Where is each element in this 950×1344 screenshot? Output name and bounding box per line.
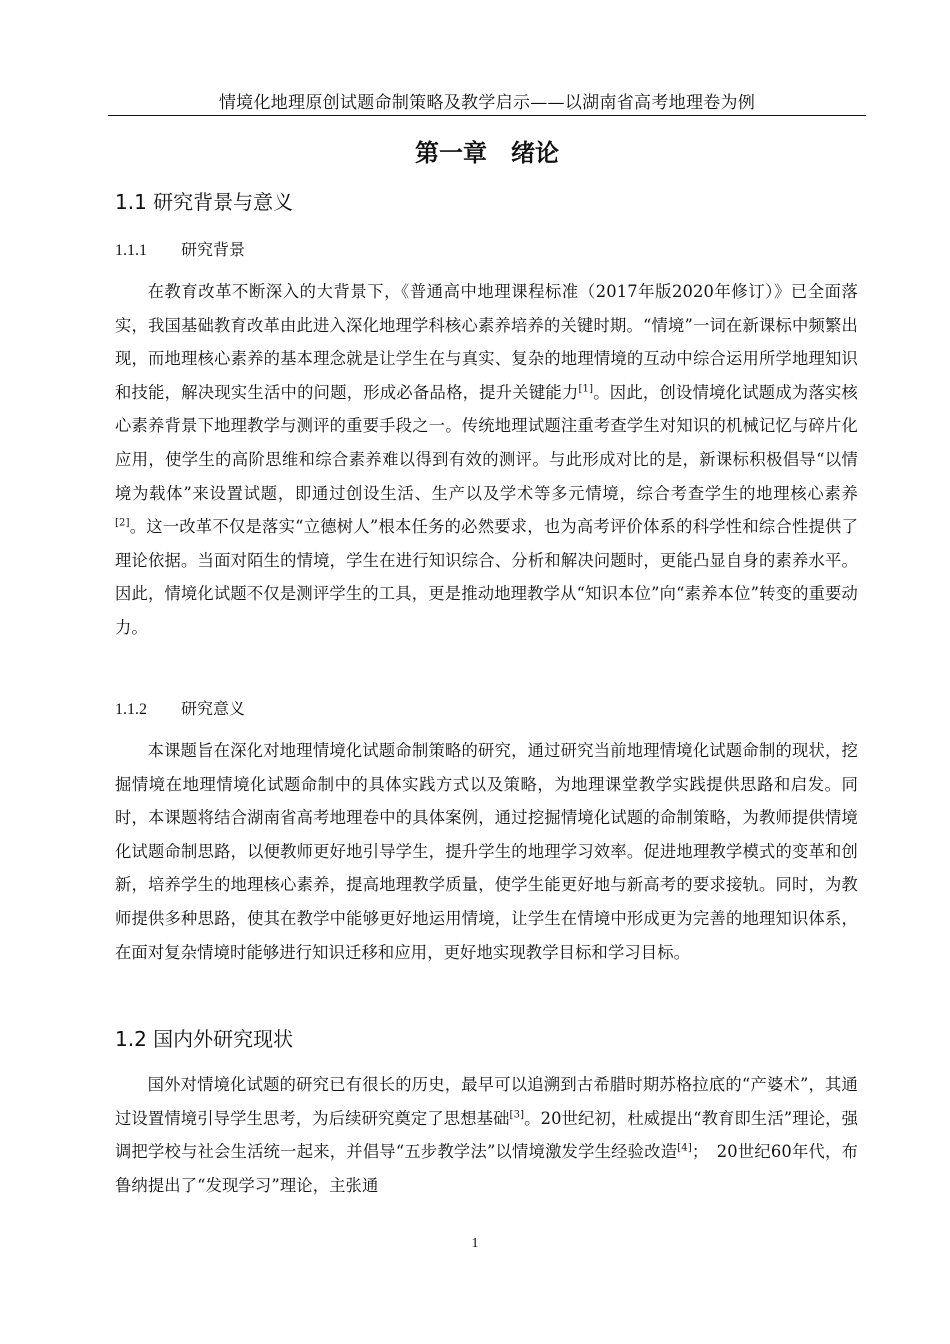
paragraph-text: 。20世纪初，杜威提出“教育即生活”理论，强调把学校与社会生活统一起来，并倡导“五步教学法”以情境激发学生经验改造 xyxy=(115,1108,859,1162)
subsection-number: 1.1.2 xyxy=(115,701,147,718)
subsection-title: 研究意义 xyxy=(181,699,246,718)
paragraph-research-background xyxy=(115,275,858,645)
section-heading-1-1: 1.1 研究背景与意义 xyxy=(115,190,294,214)
running-header: 情境化地理原创试题命制策略及教学启示——以湖南省高考地理卷为例 xyxy=(218,93,756,113)
subsection-number: 1.1.1 xyxy=(115,242,147,259)
paragraph-text: ； 20世纪60年代，布鲁纳提出了“发现学习”理论，主张通 xyxy=(115,1142,859,1195)
citation-ref: [1] xyxy=(578,383,594,395)
page-number: 1 xyxy=(471,1236,479,1251)
paragraph-text: 本课题旨在深化对地理情境化试题命制策略的研究，通过研究当前地理情境化试题命制的现状，挖掘情境在地理情境化试题命制中的具体实践方式以及策略，为地理课堂教学实践提供思路和启发。同时，本课题将结合湖南省高考地理卷中的具体案例，通过挖掘情境化试题的命制策略，为教师提供情境化试题命制思路，以便教师更好地引导学生，提升学生的地理学习效率。促进地理教学模式的变革和创新，培养学生的地理核心素养，提高地理教学质量，使学生能更好地与新高考的要求接轨。同时，为教师提供多种思路，使其在教学中能够更好地运用情境，让学生在情境中形成更为完善的地理知识体系，在面对复杂情境时能够进行知识迁移和应用，更好地实现教学目标和学习目标。 xyxy=(115,741,858,962)
paragraph-research-status xyxy=(115,1068,858,1202)
section-heading-1-2: 1.2 国内外研究现状 xyxy=(115,1027,294,1051)
paragraph-text: 在教育改革不断深入的大背景下，《普通高中地理课程标准（2017年版2020年修订）》已全面落实，我国基础教育改革由此进入深化地理学科核心素养培养的关键时期。“情境”一词在新课标中频繁出现，而地理核心素养的基本理念就是让学生在与真实、复杂的地理情境的互动中综合运用所学地理知识和技能，解决现实生活中的问题，形成必备品格，提升关键能力 xyxy=(115,282,858,402)
paragraph-text: 。这一改革不仅是落实“立德树人”根本任务的必然要求，也为高考评价体系的科学性和综合性提供了理论依据。当面对陌生的情境，学生在进行知识综合、分析和解决问题时，更能凸显自身的素养水平。因此，情境化试题不仅是测评学生的工具，更是推动地理教学从“知识本位”向“素养本位”转变的重要动力。 xyxy=(115,517,858,637)
subsection-title: 研究背景 xyxy=(181,240,246,259)
citation-ref: [2] xyxy=(115,517,130,529)
subsection-heading-1-1-2 xyxy=(115,697,245,722)
chapter-title: 第一章 绪论 xyxy=(415,139,559,167)
paragraph-text: 。因此，创设情境化试题成为落实核心素养背景下地理教学与测评的重要手段之一。传统地理试题注重考查学生对知识的机械记忆与碎片化应用，使学生的高阶思维和综合素养难以得到有效的测评。与此形成对比的是，新课标积极倡导“以情境为载体”来设置试题，即通过创设生活、生产以及学术等多元情境，综合考查学生的地理核心素养 xyxy=(115,382,858,503)
subsection-heading-1-1-1 xyxy=(115,238,245,263)
paragraph-research-significance xyxy=(115,734,858,969)
header-rule xyxy=(108,115,866,116)
citation-ref: [3] xyxy=(509,1109,525,1121)
paragraph-text: 国外对情境化试题的研究已有很长的历史，最早可以追溯到古希腊时期苏格拉底的“产婆术”，其通过设置情境引导学生思考，为后续研究奠定了思想基础 xyxy=(115,1075,858,1128)
citation-ref: [4] xyxy=(677,1142,692,1154)
